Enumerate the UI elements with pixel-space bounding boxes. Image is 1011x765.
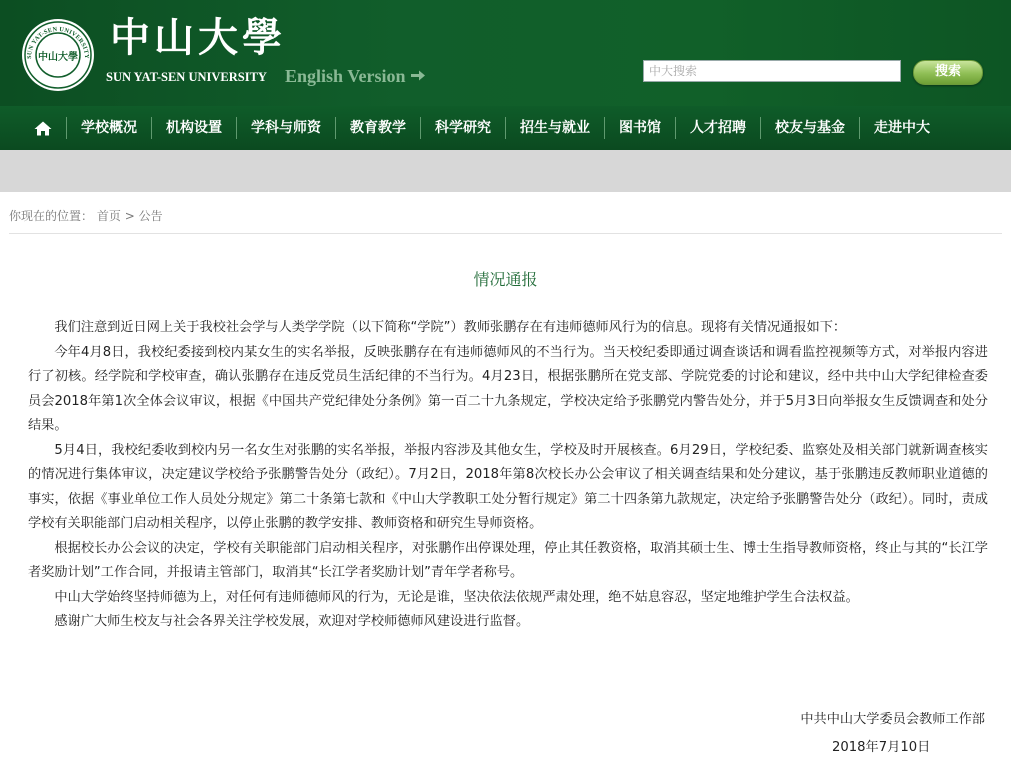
article-title: 情况通报 — [473, 270, 538, 289]
home-icon[interactable] — [34, 121, 52, 136]
breadcrumb — [9, 207, 163, 224]
university-seal-logo[interactable] — [21, 18, 95, 92]
university-name-en: SUN YAT-SEN UNIVERSITY — [106, 70, 267, 84]
article-paragraph: 5月4日，我校纪委收到校内另一名女生对张鹏的实名举报，举报内容涉及其他女生，学校及时开展核查。6月29日，学校纪委、监察处及相关部门就新调查核实的情况进行集体审议，决定建议学校给予张鹏警告处分（政纪）。7月2日，2018年第8次校长办公会审议了相关调查结果和处分建议，基于张鹏违反教师职业道德的事实，依据《事业单位工作人员处分规定》第二十条第七款和《中山大学教职工处分暂行规定》第二十四条第九款规定，决定给予张鹏警告处分（政纪）。同时，责成学校有关职能部门启动相关程序，以停止张鹏的教学安排、教师资格和研究生导师资格。 — [28, 442, 988, 531]
article-paragraph: 感谢广大师生校友与社会各界关注学校发展，欢迎对学校师德师风建设进行监督。 — [54, 614, 530, 629]
search-input[interactable] — [643, 60, 901, 82]
article-paragraph: 我们注意到近日网上关于我校社会学与人类学学院（以下简称“学院”）教师张鹏存在有违师德师风行为的信息。现将有关情况通报如下： — [54, 320, 847, 335]
search-button[interactable]: 搜索 — [913, 60, 983, 85]
article-signature: 中共中山大学委员会教师工作部 — [800, 712, 985, 727]
article-paragraph: 中山大学始终坚持师德为上，对任何有违师德师风的行为，无论是谁，坚决依法依规严肃处理，绝不姑息容忍，坚定地维护学生合法权益。 — [54, 589, 859, 605]
breadcrumb-prefix: 你现在的位置： — [9, 209, 94, 223]
university-name-cn[interactable]: 中山大學 — [110, 14, 286, 61]
main-navigation — [0, 106, 1011, 150]
breadcrumb-separator: > — [124, 209, 135, 223]
seal-ring-text: SUN YAT-SEN UNIVERSITY — [25, 25, 91, 60]
nav-item-library[interactable]: 图书馆 — [619, 120, 661, 136]
site-header — [0, 0, 1011, 106]
breadcrumb-divider — [9, 233, 1002, 234]
nav-item-overview[interactable]: 学校概况 — [81, 120, 137, 136]
nav-home[interactable] — [24, 106, 66, 150]
english-version-link[interactable] — [285, 66, 426, 87]
nav-item-research[interactable]: 科学研究 — [435, 120, 491, 136]
nav-item-education[interactable]: 教育教学 — [350, 120, 406, 136]
seal-center-text: 中山大學 — [38, 52, 78, 63]
nav-item-admissions[interactable]: 招生与就业 — [520, 120, 590, 136]
breadcrumb-current[interactable]: 公告 — [138, 209, 163, 223]
nav-item-organization[interactable]: 机构设置 — [166, 120, 222, 136]
article-paragraph: 今年4月8日，我校纪委接到校内某女生的实名举报，反映张鹏存在有违师德师风的不当行为。当天校纪委即通过调查谈话和调看监控视频等方式，对举报内容进行了初核。经学院和学校审查，确认张鹏存在违反党员生活纪律的不当行为。4月23日，根据张鹏所在党支部、学院党委的讨论和建议，经中共中山大学纪律检查委员会2018年第1次全体会议审议，根据《中国共产党纪律处分条例》第一百二十九条规定，学校决定给予张鹏党内警告处分，并于5月3日向举报女生反馈调查和处分结果。 — [28, 344, 988, 433]
english-version-label[interactable]: English Version — [285, 66, 406, 86]
article-body — [28, 316, 988, 635]
nav-item-recruitment[interactable]: 人才招聘 — [690, 120, 746, 136]
article-date: 2018年7月10日 — [832, 740, 931, 755]
nav-item-about[interactable]: 走进中大 — [874, 120, 930, 136]
nav-item-faculty[interactable]: 学科与师资 — [251, 120, 321, 136]
article-paragraph: 根据校长办公会议的决定，学校有关职能部门启动相关程序，对张鹏作出停课处理，停止其任教资格，取消其硕士生、博士生指导教师资格，终止与其的“长江学者奖励计划”工作合同，并报请主管部门，取消其“长江学者奖励计划”青年学者称号。 — [28, 540, 988, 580]
arrow-right-icon — [410, 66, 426, 87]
nav-item-alumni[interactable]: 校友与基金 — [775, 120, 845, 136]
banner-strip — [0, 150, 1011, 192]
breadcrumb-home-link[interactable]: 首页 — [96, 209, 121, 223]
